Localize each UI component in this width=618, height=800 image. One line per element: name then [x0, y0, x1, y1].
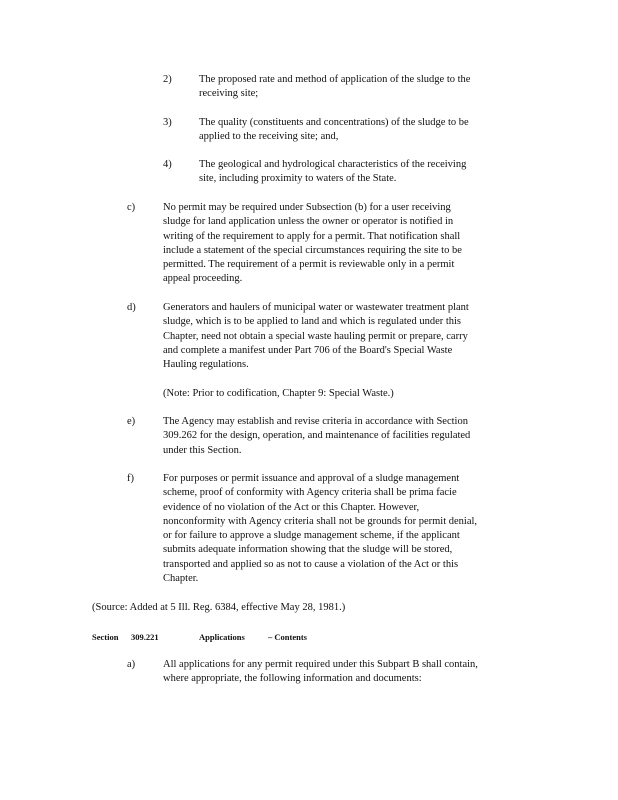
item-marker: f) [127, 473, 134, 484]
item-text: The proposed rate and method of application of the sludge to the receiving site; [199, 74, 471, 100]
section-label: Section [92, 632, 119, 642]
item-text: The Agency may establish and revise criteria in accordance with Section 309.262 for the design, operation, and maintenance of facilities regulated under this Section. [163, 416, 471, 456]
item-marker: 2) [163, 74, 172, 85]
section-title: Applications [199, 632, 245, 642]
item-marker: c) [127, 202, 136, 213]
item-text: For purposes or permit issuance and approval of a sludge management scheme, proof of conformity with Agency criteria shall be prima facie evidence of no violation of the Act or this Chapter. However, nonconformity with Agency criteria shall not be grounds for permit denial, or for failure to approve a sludge management scheme, if the applicant submits adequate information showing that the sludge will be stored, transported and applied so as not to cause a violation of the Act or this Chapter. [163, 473, 478, 585]
item-marker: 3) [163, 117, 172, 128]
item-marker: a) [127, 659, 136, 670]
source-note: (Source: Added at 5 Ill. Reg. 6384, effective May 28, 1981.) [92, 602, 346, 613]
item-text: Generators and haulers of municipal water or wastewater treatment plant sludge, which is to be applied to land and which is regulated under this Chapter, need not obtain a special waste hauling permit or prepare, carry and complete a manifest under Part 706 of the Board's Special Waste Hauling regulations. [163, 302, 469, 371]
item-text: The quality (constituents and concentrations) of the sludge to be applied to the receiving site; and, [199, 117, 469, 143]
section-number: 309.221 [131, 632, 159, 642]
item-note: (Note: Prior to codification, Chapter 9: Special Waste.) [163, 388, 394, 399]
item-text: All applications for any permit required under this Subpart B shall contain, where appropriate, the following information and documents: [163, 659, 478, 685]
item-marker: e) [127, 416, 136, 427]
item-marker: d) [127, 302, 136, 313]
section-subtitle: – Contents [268, 632, 307, 642]
item-text: The geological and hydrological characteristics of the receiving site, including proximity to waters of the State. [199, 159, 467, 185]
item-marker: 4) [163, 159, 172, 170]
item-text: No permit may be required under Subsection (b) for a user receiving sludge for land application unless the owner or operator is notified in writing of the requirement to apply for a permit. That notification shall include a statement of the special circumstances requiring the site to be permitted. The requirement of a permit is reviewable only in a permit appeal proceeding. [163, 202, 462, 285]
